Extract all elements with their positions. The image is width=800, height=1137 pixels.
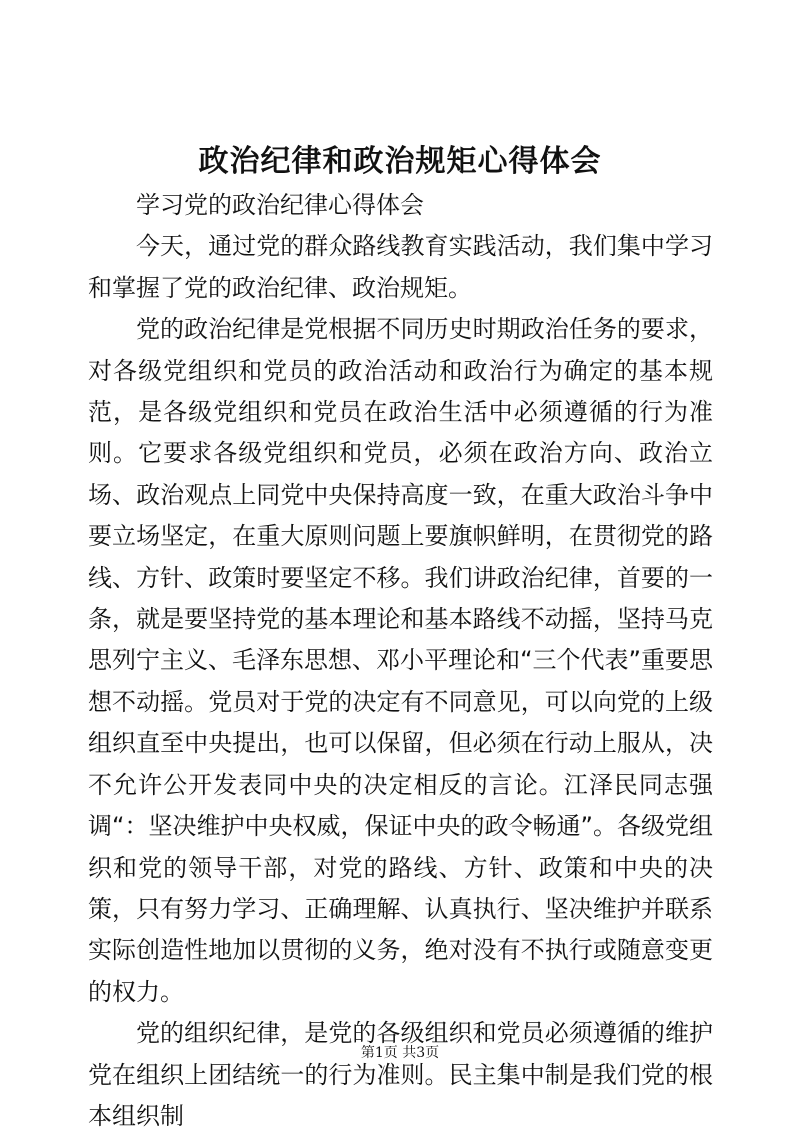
subtitle-paragraph: 学习党的政治纪律心得体会 — [136, 191, 424, 219]
document-body — [88, 185, 713, 1137]
document-title: 政治纪律和政治规矩心得体会 — [198, 144, 602, 179]
organizational-discipline-paragraph: 党的组织纪律，是党的各级组织和党员必须遵循的维护党在组织上团结统一的行为准则。民主集中制是我们党的根本组织制 — [88, 1019, 713, 1130]
intro-paragraph: 今天，通过党的群众路线教育实践活动，我们集中学习和掌握了党的政治纪律、政治规矩。 — [88, 232, 713, 302]
political-discipline-paragraph: 党的政治纪律是党根据不同历史时期政治任务的要求，对各级党组织和党员的政治活动和政治行为确定的基本规范，是各级党组织和党员在政治生活中必须遵循的行为准则。它要求各级党组织和党员，必须在政治方向、政治立场、政治观点上同党中央保持高度一致，在重大政治斗争中要立场坚定，在重大原则问题上要旗帜鲜明，在贯彻党的路线、方针、政策时要坚定不移。我们讲政治纪律，首要的一条，就是要坚持党的基本理论和基本路线不动摇，坚持马克思列宁主义、毛泽东思想、邓小平理论和“三个代表”重要思想不动摇。党员对于党的决定有不同意见，可以向党的上级组织直至中央提出，也可以保留，但必须在行动上服从，决不允许公开发表同中央的决定相反的言论。江泽民同志强调“：坚决维护中央权威，保证中央的政令畅通”。各级党组织和党的领导干部，对党的路线、方针、政策和中央的决策，只有努力学习、正确理解、认真执行、坚决维护并联系实际创造性地加以贯彻的义务，绝对没有不执行或随意变更的权力。 — [88, 315, 713, 1006]
page-number-footer: 第1页 共3页 — [360, 1045, 440, 1061]
